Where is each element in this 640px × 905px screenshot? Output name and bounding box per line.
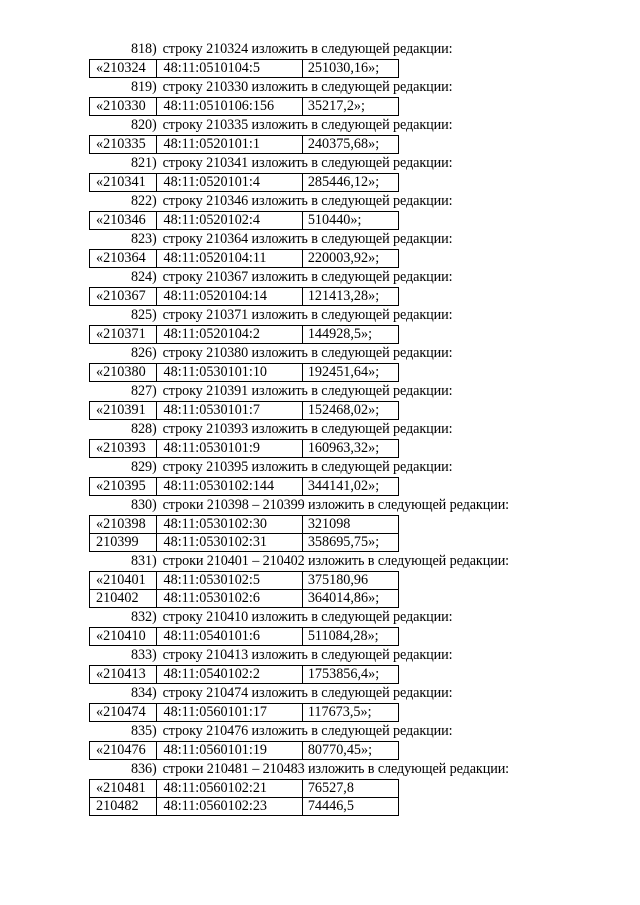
amendment-text: строку 210393 изложить в следующей редакции: xyxy=(162,421,453,437)
amendment-table xyxy=(89,627,399,646)
value-cell: 35217,2»; xyxy=(302,98,398,116)
table-row xyxy=(90,364,399,382)
row-number-cell: «210395 xyxy=(90,478,157,496)
amendment-table xyxy=(89,571,399,608)
amendment-heading xyxy=(0,306,640,325)
amendment-text: строку 210380 изложить в следующей редакции: xyxy=(162,345,453,361)
value-cell: 144928,5»; xyxy=(302,326,398,344)
amendment-number: 833) xyxy=(131,647,157,663)
amendment-text: строку 210335 изложить в следующей редакции: xyxy=(162,117,453,133)
cadastral-number-cell: 48:11:0530102:31 xyxy=(156,534,302,552)
cadastral-number-cell: 48:11:0530102:144 xyxy=(156,478,302,496)
amendment-heading xyxy=(0,496,640,515)
row-number-cell: «210330 xyxy=(90,98,157,116)
row-number-cell: «210413 xyxy=(90,666,157,684)
amendment-heading xyxy=(0,646,640,665)
table-row xyxy=(90,534,399,552)
table-row xyxy=(90,742,399,760)
amendment-heading xyxy=(0,608,640,627)
amendment-heading xyxy=(0,760,640,779)
row-number-cell: «210341 xyxy=(90,174,157,192)
document-body xyxy=(0,40,640,816)
cadastral-number-cell: 48:11:0560102:23 xyxy=(156,798,302,816)
row-number-cell: «210371 xyxy=(90,326,157,344)
amendment-text: строку 210364 изложить в следующей редакции: xyxy=(162,231,453,247)
value-cell: 375180,96 xyxy=(302,572,398,590)
cadastral-number-cell: 48:11:0530101:7 xyxy=(156,402,302,420)
amendment-heading xyxy=(0,40,640,59)
amendment-number: 827) xyxy=(131,383,157,399)
amendment-number: 825) xyxy=(131,307,157,323)
amendment-heading xyxy=(0,192,640,211)
row-number-cell: «210346 xyxy=(90,212,157,230)
cadastral-number-cell: 48:11:0560101:19 xyxy=(156,742,302,760)
row-number-cell: «210324 xyxy=(90,60,157,78)
amendment-heading xyxy=(0,420,640,439)
amendment-text: строку 210341 изложить в следующей редакции: xyxy=(162,155,453,171)
amendment-heading xyxy=(0,230,640,249)
amendment-text: строку 210330 изложить в следующей редакции: xyxy=(162,79,453,95)
amendment-text: строку 210324 изложить в следующей редакции: xyxy=(162,41,453,57)
amendment-text: строки 210398 – 210399 изложить в следующей редакции: xyxy=(162,497,510,513)
value-cell: 240375,68»; xyxy=(302,136,398,154)
amendment-heading xyxy=(0,268,640,287)
value-cell: 220003,92»; xyxy=(302,250,398,268)
cadastral-number-cell: 48:11:0520102:4 xyxy=(156,212,302,230)
cadastral-number-cell: 48:11:0530101:10 xyxy=(156,364,302,382)
amendment-heading xyxy=(0,458,640,477)
value-cell: 117673,5»; xyxy=(302,704,398,722)
table-row xyxy=(90,798,399,816)
cadastral-number-cell: 48:11:0530101:9 xyxy=(156,440,302,458)
amendment-number: 820) xyxy=(131,117,157,133)
amendment-number: 824) xyxy=(131,269,157,285)
amendment-number: 821) xyxy=(131,155,157,171)
amendment-heading xyxy=(0,116,640,135)
cadastral-number-cell: 48:11:0510104:5 xyxy=(156,60,302,78)
amendment-table xyxy=(89,703,399,722)
table-row xyxy=(90,174,399,192)
row-number-cell: «210401 xyxy=(90,572,157,590)
table-row xyxy=(90,572,399,590)
cadastral-number-cell: 48:11:0560101:17 xyxy=(156,704,302,722)
amendment-heading xyxy=(0,382,640,401)
amendment-table xyxy=(89,741,399,760)
amendment-text: строки 210481 – 210483 изложить в следующей редакции: xyxy=(162,761,510,777)
value-cell: 364014,86»; xyxy=(302,590,398,608)
amendment-table xyxy=(89,439,399,458)
amendment-heading xyxy=(0,552,640,571)
value-cell: 76527,8 xyxy=(302,780,398,798)
amendment-table xyxy=(89,363,399,382)
amendment-table xyxy=(89,287,399,306)
amendment-number: 831) xyxy=(131,553,157,569)
value-cell: 285446,12»; xyxy=(302,174,398,192)
amendment-number: 826) xyxy=(131,345,157,361)
amendment-table xyxy=(89,401,399,420)
value-cell: 121413,28»; xyxy=(302,288,398,306)
table-row xyxy=(90,440,399,458)
row-number-cell: «210364 xyxy=(90,250,157,268)
cadastral-number-cell: 48:11:0560102:21 xyxy=(156,780,302,798)
cadastral-number-cell: 48:11:0530102:5 xyxy=(156,572,302,590)
cadastral-number-cell: 48:11:0540102:2 xyxy=(156,666,302,684)
amendment-text: строку 210476 изложить в следующей редакции: xyxy=(162,723,453,739)
amendment-number: 822) xyxy=(131,193,157,209)
amendment-heading xyxy=(0,684,640,703)
row-number-cell: 210399 xyxy=(90,534,157,552)
amendment-table xyxy=(89,173,399,192)
table-row xyxy=(90,478,399,496)
value-cell: 344141,02»; xyxy=(302,478,398,496)
amendment-text: строку 210371 изложить в следующей редакции: xyxy=(162,307,453,323)
amendment-table xyxy=(89,59,399,78)
row-number-cell: «210476 xyxy=(90,742,157,760)
amendment-text: строки 210401 – 210402 изложить в следующей редакции: xyxy=(162,553,510,569)
cadastral-number-cell: 48:11:0520101:1 xyxy=(156,136,302,154)
amendment-number: 834) xyxy=(131,685,157,701)
amendment-heading xyxy=(0,78,640,97)
amendment-number: 823) xyxy=(131,231,157,247)
row-number-cell: «210474 xyxy=(90,704,157,722)
amendment-heading xyxy=(0,154,640,173)
value-cell: 160963,32»; xyxy=(302,440,398,458)
amendment-number: 832) xyxy=(131,609,157,625)
amendment-heading xyxy=(0,344,640,363)
amendment-number: 836) xyxy=(131,761,157,777)
row-number-cell: «210481 xyxy=(90,780,157,798)
value-cell: 251030,16»; xyxy=(302,60,398,78)
amendment-table xyxy=(89,665,399,684)
value-cell: 192451,64»; xyxy=(302,364,398,382)
amendment-number: 830) xyxy=(131,497,157,513)
amendment-table xyxy=(89,515,399,552)
cadastral-number-cell: 48:11:0530102:6 xyxy=(156,590,302,608)
table-row xyxy=(90,326,399,344)
amendment-table xyxy=(89,325,399,344)
value-cell: 321098 xyxy=(302,516,398,534)
value-cell: 510440»; xyxy=(302,212,398,230)
row-number-cell: «210393 xyxy=(90,440,157,458)
row-number-cell: «210380 xyxy=(90,364,157,382)
amendment-number: 828) xyxy=(131,421,157,437)
amendment-text: строку 210395 изложить в следующей редакции: xyxy=(162,459,453,475)
table-row xyxy=(90,590,399,608)
table-row xyxy=(90,780,399,798)
table-row xyxy=(90,628,399,646)
table-row xyxy=(90,136,399,154)
amendment-table xyxy=(89,779,399,816)
amendment-table xyxy=(89,249,399,268)
cadastral-number-cell: 48:11:0520104:2 xyxy=(156,326,302,344)
table-row xyxy=(90,402,399,420)
value-cell: 80770,45»; xyxy=(302,742,398,760)
cadastral-number-cell: 48:11:0520104:14 xyxy=(156,288,302,306)
amendment-text: строку 210474 изложить в следующей редакции: xyxy=(162,685,453,701)
amendment-text: строку 210367 изложить в следующей редакции: xyxy=(162,269,453,285)
cadastral-number-cell: 48:11:0530102:30 xyxy=(156,516,302,534)
table-row xyxy=(90,250,399,268)
amendment-text: строку 210413 изложить в следующей редакции: xyxy=(162,647,453,663)
row-number-cell: «210410 xyxy=(90,628,157,646)
amendment-table xyxy=(89,135,399,154)
amendment-heading xyxy=(0,722,640,741)
table-row xyxy=(90,666,399,684)
value-cell: 74446,5 xyxy=(302,798,398,816)
cadastral-number-cell: 48:11:0520101:4 xyxy=(156,174,302,192)
table-row xyxy=(90,704,399,722)
row-number-cell: «210335 xyxy=(90,136,157,154)
amendment-table xyxy=(89,211,399,230)
amendment-number: 818) xyxy=(131,41,157,57)
amendment-number: 829) xyxy=(131,459,157,475)
value-cell: 511084,28»; xyxy=(302,628,398,646)
row-number-cell: «210398 xyxy=(90,516,157,534)
table-row xyxy=(90,516,399,534)
row-number-cell: «210367 xyxy=(90,288,157,306)
cadastral-number-cell: 48:11:0520104:11 xyxy=(156,250,302,268)
table-row xyxy=(90,60,399,78)
amendment-number: 819) xyxy=(131,79,157,95)
amendment-text: строку 210410 изложить в следующей редакции: xyxy=(162,609,453,625)
amendment-text: строку 210391 изложить в следующей редакции: xyxy=(162,383,453,399)
cadastral-number-cell: 48:11:0540101:6 xyxy=(156,628,302,646)
table-row xyxy=(90,98,399,116)
row-number-cell: 210482 xyxy=(90,798,157,816)
value-cell: 358695,75»; xyxy=(302,534,398,552)
table-row xyxy=(90,288,399,306)
amendment-table xyxy=(89,97,399,116)
amendment-table xyxy=(89,477,399,496)
cadastral-number-cell: 48:11:0510106:156 xyxy=(156,98,302,116)
row-number-cell: 210402 xyxy=(90,590,157,608)
amendment-text: строку 210346 изложить в следующей редакции: xyxy=(162,193,453,209)
amendment-number: 835) xyxy=(131,723,157,739)
value-cell: 152468,02»; xyxy=(302,402,398,420)
value-cell: 1753856,4»; xyxy=(302,666,398,684)
table-row xyxy=(90,212,399,230)
row-number-cell: «210391 xyxy=(90,402,157,420)
